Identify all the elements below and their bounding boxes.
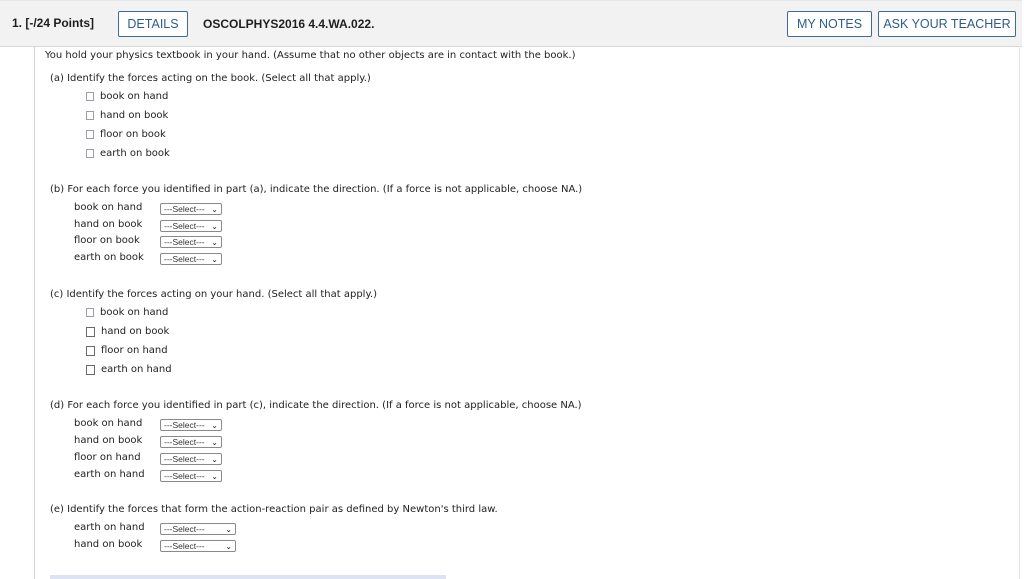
pair-select[interactable] <box>160 523 236 535</box>
select-value: ---Select--- <box>164 541 205 551</box>
option-label: floor on book <box>100 129 166 140</box>
select-value: ---Select--- <box>164 437 205 447</box>
chevron-down-icon: ⌄ <box>211 222 218 231</box>
part-e-prompt: (e) Identify the forces that form the action-reaction pair as defined by Newton's third law. <box>50 504 498 515</box>
select-value: ---Select--- <box>164 254 205 264</box>
part-c-option[interactable] <box>86 363 172 376</box>
option-label: book on hand <box>100 91 169 102</box>
direction-row-label: earth on book <box>74 252 144 263</box>
question-intro: You hold your physics textbook in your hand. (Assume that no other objects are in contact with the book.) <box>45 50 576 61</box>
part-a-option[interactable] <box>86 109 168 122</box>
question-number: 1. [-/24 Points] <box>12 16 95 30</box>
direction-select[interactable] <box>160 220 222 232</box>
direction-row-label: book on hand <box>74 418 143 429</box>
content-border-left <box>34 46 35 579</box>
pair-row-label: earth on hand <box>74 522 145 533</box>
direction-select[interactable] <box>160 453 222 465</box>
chevron-down-icon: ⌄ <box>211 205 218 214</box>
content-border-right <box>1019 46 1020 579</box>
direction-select[interactable] <box>160 236 222 248</box>
option-label: book on hand <box>100 307 169 318</box>
checkbox[interactable] <box>86 149 94 158</box>
direction-row-label: hand on book <box>74 219 143 230</box>
checkbox[interactable] <box>86 111 94 120</box>
part-d-prompt: (d) For each force you identified in part (c), indicate the direction. (If a force is not applicable, choose NA.) <box>50 400 582 411</box>
part-b-prompt: (b) For each force you identified in part (a), indicate the direction. (If a force is not applicable, choose NA.) <box>50 184 583 195</box>
checkbox[interactable] <box>86 308 94 317</box>
direction-row-label: earth on hand <box>74 469 145 480</box>
select-value: ---Select--- <box>164 454 205 464</box>
chevron-down-icon: ⌄ <box>211 438 218 447</box>
option-label: floor on hand <box>101 345 168 356</box>
pair-select[interactable] <box>160 540 236 552</box>
direction-row-label: hand on book <box>74 435 143 446</box>
direction-row-label: floor on book <box>74 235 140 246</box>
assignment-code: OSCOLPHYS2016 4.4.WA.022. <box>203 17 375 31</box>
part-c-prompt: (c) Identify the forces acting on your hand. (Select all that apply.) <box>50 289 378 300</box>
direction-select[interactable] <box>160 436 222 448</box>
direction-select[interactable] <box>160 203 222 215</box>
checkbox[interactable] <box>86 130 94 139</box>
part-c-option[interactable] <box>86 325 169 338</box>
option-label: hand on book <box>100 110 169 121</box>
chevron-down-icon: ⌄ <box>211 472 218 481</box>
checkbox[interactable] <box>86 92 94 101</box>
option-label: earth on hand <box>101 364 172 375</box>
part-c-option[interactable] <box>86 306 168 319</box>
checkbox[interactable] <box>86 346 95 356</box>
next-section-edge <box>50 575 446 579</box>
my-notes-button[interactable]: MY NOTES <box>787 11 872 37</box>
question-header <box>0 0 1022 47</box>
select-value: ---Select--- <box>164 237 205 247</box>
option-label: hand on book <box>101 326 170 337</box>
chevron-down-icon: ⌄ <box>211 421 218 430</box>
direction-row-label: book on hand <box>74 202 143 213</box>
direction-select[interactable] <box>160 470 222 482</box>
part-a-option[interactable] <box>86 128 166 141</box>
chevron-down-icon: ⌄ <box>225 525 232 534</box>
checkbox[interactable] <box>86 365 95 375</box>
part-a-option[interactable] <box>86 147 170 160</box>
pair-row-label: hand on book <box>74 539 143 550</box>
select-value: ---Select--- <box>164 471 205 481</box>
select-value: ---Select--- <box>164 420 205 430</box>
select-value: ---Select--- <box>164 204 205 214</box>
details-button[interactable]: DETAILS <box>118 11 188 37</box>
option-label: earth on book <box>100 148 170 159</box>
direction-select[interactable] <box>160 419 222 431</box>
direction-row-label: floor on hand <box>74 452 141 463</box>
chevron-down-icon: ⌄ <box>225 542 232 551</box>
select-value: ---Select--- <box>164 221 205 231</box>
chevron-down-icon: ⌄ <box>211 255 218 264</box>
part-a-option[interactable] <box>86 90 168 103</box>
chevron-down-icon: ⌄ <box>211 238 218 247</box>
part-c-option[interactable] <box>86 344 168 357</box>
part-a-prompt: (a) Identify the forces acting on the book. (Select all that apply.) <box>50 73 371 84</box>
direction-select[interactable] <box>160 253 222 265</box>
chevron-down-icon: ⌄ <box>211 455 218 464</box>
select-value: ---Select--- <box>164 524 205 534</box>
ask-your-teacher-button[interactable]: ASK YOUR TEACHER <box>878 11 1016 37</box>
checkbox[interactable] <box>86 327 95 337</box>
